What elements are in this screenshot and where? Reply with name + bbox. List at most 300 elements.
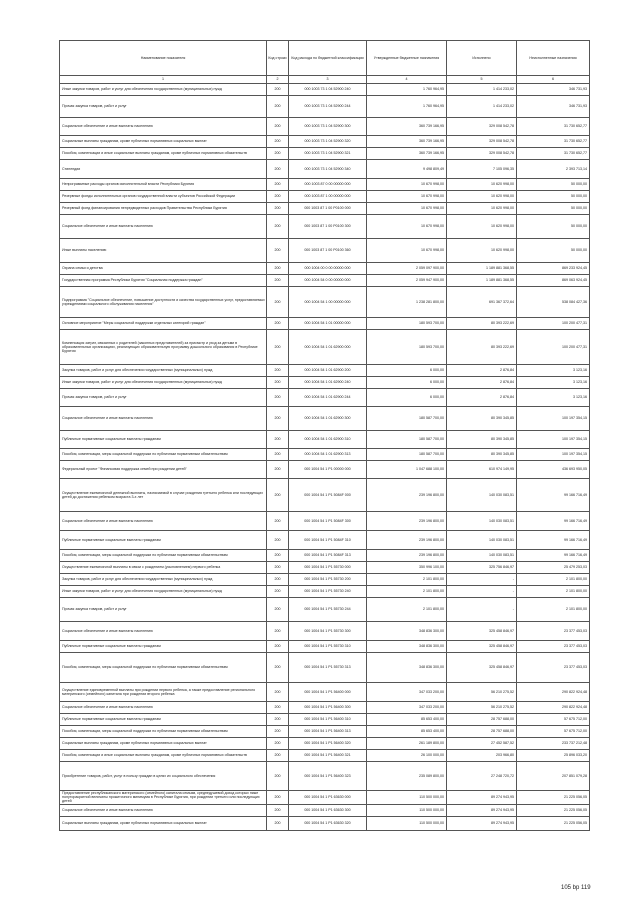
- row-approved: 2 101 800,00: [367, 574, 447, 586]
- row-approved: 180 587 700,00: [367, 407, 447, 431]
- row-unexecuted: 99 166 716,49: [517, 550, 590, 562]
- row-budget-code: 000 1004 54 1 P1 56400 000: [289, 683, 367, 702]
- row-budget-code: 000 1004 54 1 P1 63630 320: [289, 816, 367, 830]
- row-line-code: 200: [267, 148, 289, 160]
- table-row: [60, 550, 590, 562]
- row-budget-code: 000 1004 54 1 P1 55730 240: [289, 586, 367, 598]
- row-name: Пособия, компенсации, меры социальной поддержки по публичным нормативным обязательствам: [60, 449, 267, 461]
- row-executed: 7 105 096,35: [447, 160, 517, 179]
- row-unexecuted: 21 225 056,05: [517, 804, 590, 816]
- row-unexecuted: 100 197 354,15: [517, 449, 590, 461]
- row-line-code: 200: [267, 215, 289, 239]
- row-budget-code: 000 1004 54 1 P1 5084F 300: [289, 512, 367, 531]
- row-line-code: 200: [267, 574, 289, 586]
- row-budget-code: 000 1004 54 1 P1 5084F 310: [289, 531, 367, 550]
- row-name: Публичные нормативные социальные выплаты гражданам: [60, 641, 267, 653]
- row-unexecuted: 346 731,93: [517, 84, 590, 96]
- row-unexecuted: 50 000,00: [517, 215, 590, 239]
- row-unexecuted: 23 377 453,03: [517, 653, 590, 683]
- row-name: Иные выплаты населению: [60, 239, 267, 263]
- row-unexecuted: 3 123,16: [517, 377, 590, 389]
- column-number: 3: [289, 76, 367, 84]
- row-budget-code: 000 1004 00 0 00 00000 000: [289, 263, 367, 275]
- row-approved: 1 760 964,95: [367, 84, 447, 96]
- row-budget-code: 000 1004 54 1 P1 56400 300: [289, 702, 367, 714]
- row-unexecuted: 290 822 924,48: [517, 683, 590, 702]
- row-budget-code: 000 1004 54 1 P1 5084F 000: [289, 479, 367, 512]
- row-executed: 10 620 998,00: [447, 239, 517, 263]
- row-line-code: 200: [267, 714, 289, 726]
- row-budget-code: 000 1003 87 1 00 P0100 360: [289, 239, 367, 263]
- row-name: Социальное обеспечение и иные выплаты населению: [60, 702, 267, 714]
- table-row: [60, 179, 590, 191]
- row-unexecuted: 100 197 354,15: [517, 407, 590, 431]
- row-executed: 140 030 083,51: [447, 512, 517, 531]
- row-unexecuted: 57 675 712,00: [517, 714, 590, 726]
- row-budget-code: 000 1004 54 1 P1 56400 321: [289, 750, 367, 762]
- table-row: [60, 407, 590, 431]
- column-number-row: [60, 76, 590, 84]
- row-unexecuted: 50 000,00: [517, 203, 590, 215]
- table-row: [60, 377, 590, 389]
- table-row: [60, 714, 590, 726]
- header-executed: Исполнено: [447, 41, 517, 76]
- row-unexecuted: 25 479 253,03: [517, 562, 590, 574]
- row-line-code: 200: [267, 118, 289, 136]
- row-line-code: 200: [267, 191, 289, 203]
- row-budget-code: 000 1004 54 1 P1 56400 320: [289, 738, 367, 750]
- row-name: Пособия, компенсации и иные социальные выплаты гражданам, кроме публичных нормативных обязательств: [60, 148, 267, 160]
- row-name: Прочая закупка товаров, работ и услуг: [60, 96, 267, 118]
- row-approved: 2 059 097 900,00: [367, 263, 447, 275]
- row-budget-code: 000 1004 54 1 P1 55730 000: [289, 562, 367, 574]
- row-name: Осуществление ежемесячной денежной выплаты, назначаемой в случае рождения третьего ребенка или последующих детей до достижения ребенком возраста 3-х лет: [60, 479, 267, 512]
- row-name: Компенсация затрат, связанных с родителей (законных представителей) за присмотр и уход за детьми в образовательных организациях, реализующих образовательную программу дошкольного образования в Республике Бурятия: [60, 330, 267, 365]
- row-budget-code: 000 1004 54 1 P1 55730 300: [289, 622, 367, 641]
- row-line-code: 200: [267, 263, 289, 275]
- row-executed: 28 757 688,00: [447, 726, 517, 738]
- table-row: [60, 203, 590, 215]
- row-name: Иные закупки товаров, работ и услуг для обеспечения государственных (муниципальных) нужд: [60, 586, 267, 598]
- row-line-code: 200: [267, 179, 289, 191]
- row-approved: 110 500 000,00: [367, 804, 447, 816]
- row-approved: 10 670 998,00: [367, 215, 447, 239]
- row-executed: 10 620 998,00: [447, 191, 517, 203]
- row-line-code: 200: [267, 96, 289, 118]
- table-row: [60, 479, 590, 512]
- row-unexecuted: 436 693 950,05: [517, 461, 590, 479]
- column-number: 6: [517, 76, 590, 84]
- row-approved: 261 189 800,00: [367, 738, 447, 750]
- row-unexecuted: 869 233 924,45: [517, 263, 590, 275]
- table-row: [60, 738, 590, 750]
- row-executed: -: [447, 598, 517, 622]
- row-approved: 348 836 300,00: [367, 641, 447, 653]
- row-unexecuted: 99 166 716,49: [517, 512, 590, 531]
- row-unexecuted: 31 730 652,77: [517, 148, 590, 160]
- row-unexecuted: 99 166 716,49: [517, 531, 590, 550]
- row-unexecuted: 50 000,00: [517, 179, 590, 191]
- row-approved: 85 653 400,00: [367, 726, 447, 738]
- table-row: [60, 449, 590, 461]
- row-unexecuted: 23 377 453,03: [517, 641, 590, 653]
- row-approved: 26 100 000,00: [367, 750, 447, 762]
- row-line-code: 200: [267, 330, 289, 365]
- row-unexecuted: 57 675 712,00: [517, 726, 590, 738]
- row-approved: 1 760 964,95: [367, 96, 447, 118]
- row-name: Закупка товаров, работ и услуг для обеспечения государственных (муниципальных) нужд: [60, 365, 267, 377]
- row-approved: 347 033 200,00: [367, 702, 447, 714]
- row-budget-code: 000 1003 73 1 04 52900 240: [289, 84, 367, 96]
- row-name: Прочая закупка товаров, работ и услуг: [60, 389, 267, 407]
- row-approved: 2 101 800,00: [367, 598, 447, 622]
- row-name: Прочая закупка товаров, работ и услуг: [60, 598, 267, 622]
- row-budget-code: 000 1004 54 1 P1 56400 310: [289, 714, 367, 726]
- row-budget-code: 000 1004 54 1 P1 00000 000: [289, 461, 367, 479]
- row-name: Пособия, компенсации, меры социальной поддержки по публичным нормативным обязательствам: [60, 653, 267, 683]
- table-row: [60, 531, 590, 550]
- row-line-code: 200: [267, 598, 289, 622]
- row-budget-code: 000 1003 87 1 00 P0100 000: [289, 203, 367, 215]
- row-budget-code: 000 1004 54 1 01 62900 310: [289, 431, 367, 449]
- row-budget-code: 000 1003 87 0 00 00000 000: [289, 179, 367, 191]
- row-budget-code: 000 1004 54 1 01 62900 313: [289, 449, 367, 461]
- row-name: Приобретение товаров, работ, услуг в пользу граждан в целях их социального обеспечения: [60, 762, 267, 791]
- row-name: Пособия, компенсации, меры социальной поддержки по публичным нормативным обязательствам: [60, 550, 267, 562]
- row-approved: 180 587 700,00: [367, 449, 447, 461]
- header-budget-code: Код расхода по бюджетной классификации: [289, 41, 367, 76]
- row-approved: 1 238 281 800,00: [367, 287, 447, 318]
- row-approved: 348 836 300,00: [367, 622, 447, 641]
- row-approved: 6 000,00: [367, 377, 447, 389]
- row-budget-code: 000 1003 87 1 00 00000 000: [289, 191, 367, 203]
- row-executed: 2 876,84: [447, 389, 517, 407]
- row-line-code: 200: [267, 750, 289, 762]
- row-unexecuted: 346 731,93: [517, 96, 590, 118]
- row-line-code: 200: [267, 479, 289, 512]
- row-line-code: 200: [267, 461, 289, 479]
- row-name: Социальные выплаты гражданам, кроме публичных нормативных социальных выплат: [60, 738, 267, 750]
- row-name: Социальные выплаты гражданам, кроме публичных нормативных социальных выплат: [60, 136, 267, 148]
- row-executed: 140 030 083,51: [447, 479, 517, 512]
- table-row: [60, 365, 590, 377]
- row-budget-code: 000 1004 54 1 01 62900 300: [289, 407, 367, 431]
- row-line-code: 200: [267, 531, 289, 550]
- row-unexecuted: 538 084 427,36: [517, 287, 590, 318]
- row-name: Основное мероприятие "Меры социальной поддержки отдельных категорий граждан": [60, 318, 267, 330]
- row-line-code: 200: [267, 641, 289, 653]
- row-unexecuted: 207 851 079,28: [517, 762, 590, 791]
- header-line-code: Код строки: [267, 41, 289, 76]
- table-row: [60, 512, 590, 531]
- row-unexecuted: 50 000,00: [517, 239, 590, 263]
- row-line-code: 200: [267, 318, 289, 330]
- row-unexecuted: 2 101 800,00: [517, 586, 590, 598]
- row-unexecuted: 25 896 033,20: [517, 750, 590, 762]
- row-budget-code: 000 1004 54 1 P1 55730 244: [289, 598, 367, 622]
- table-row: [60, 215, 590, 239]
- row-executed: 27 452 587,52: [447, 738, 517, 750]
- row-line-code: 200: [267, 562, 289, 574]
- row-name: Пособия, компенсации и иные социальные выплаты гражданам, кроме публичных нормативных обязательств: [60, 750, 267, 762]
- row-line-code: 200: [267, 512, 289, 531]
- table-row: [60, 263, 590, 275]
- row-executed: 28 757 688,00: [447, 714, 517, 726]
- table-row: [60, 318, 590, 330]
- row-line-code: 200: [267, 804, 289, 816]
- row-line-code: 200: [267, 653, 289, 683]
- row-line-code: 200: [267, 431, 289, 449]
- header-name: Наименование показателя: [60, 41, 267, 76]
- row-line-code: 200: [267, 683, 289, 702]
- row-line-code: 200: [267, 702, 289, 714]
- row-line-code: 200: [267, 84, 289, 96]
- table-row: [60, 160, 590, 179]
- row-executed: 27 248 720,72: [447, 762, 517, 791]
- row-name: Иные закупки товаров, работ и услуг для обеспечения государственных (муниципальных) нужд: [60, 377, 267, 389]
- row-line-code: 200: [267, 738, 289, 750]
- row-name: Пособия, компенсации, меры социальной поддержки по публичным нормативным обязательствам: [60, 726, 267, 738]
- table-row: [60, 816, 590, 830]
- row-executed: 140 030 083,51: [447, 550, 517, 562]
- row-budget-code: 000 1003 87 1 00 P0100 300: [289, 215, 367, 239]
- row-budget-code: 000 1004 54 1 01 62900 000: [289, 330, 367, 365]
- row-approved: 239 196 800,00: [367, 531, 447, 550]
- table-row: [60, 791, 590, 805]
- row-executed: 10 620 998,00: [447, 203, 517, 215]
- row-executed: 329 008 542,78: [447, 118, 517, 136]
- row-name: Социальное обеспечение и иные выплаты населению: [60, 804, 267, 816]
- column-number: 4: [367, 76, 447, 84]
- row-executed: 56 210 275,52: [447, 702, 517, 714]
- row-executed: 10 620 998,00: [447, 215, 517, 239]
- row-approved: 239 196 800,00: [367, 512, 447, 531]
- row-budget-code: 000 1004 54 1 P1 63630 000: [289, 791, 367, 805]
- row-unexecuted: 3 123,16: [517, 365, 590, 377]
- header-unexecuted: Неисполненные назначения: [517, 41, 590, 76]
- table-row: [60, 641, 590, 653]
- table-header-row: [60, 41, 590, 76]
- row-budget-code: 000 1003 73 1 04 52900 321: [289, 148, 367, 160]
- row-executed: 691 367 372,64: [447, 287, 517, 318]
- row-line-code: 200: [267, 816, 289, 830]
- row-executed: 80 393 222,69: [447, 318, 517, 330]
- row-budget-code: 000 1004 54 1 01 62900 200: [289, 365, 367, 377]
- row-approved: 110 500 000,00: [367, 816, 447, 830]
- table-row: [60, 726, 590, 738]
- row-executed: 89 274 943,95: [447, 804, 517, 816]
- row-executed: 1 414 233,02: [447, 84, 517, 96]
- row-unexecuted: 31 730 652,77: [517, 136, 590, 148]
- row-name: Федеральный проект "Финансовая поддержка семей при рождении детей": [60, 461, 267, 479]
- row-approved: 235 089 800,00: [367, 762, 447, 791]
- row-name: Государственная программа Республики Бурятия "Социальная поддержка граждан": [60, 275, 267, 287]
- table-row: [60, 702, 590, 714]
- table-row: [60, 622, 590, 641]
- budget-execution-table: [59, 40, 590, 831]
- row-executed: 89 274 943,95: [447, 791, 517, 805]
- row-executed: 610 974 149,95: [447, 461, 517, 479]
- row-budget-code: 000 1004 54 1 P1 5084F 313: [289, 550, 367, 562]
- row-name: Резервный фонд финансирования непредвиденных расходов Правительства Республики Бурятия: [60, 203, 267, 215]
- row-executed: 2 876,84: [447, 365, 517, 377]
- row-executed: 140 030 083,51: [447, 531, 517, 550]
- row-approved: 180 587 700,00: [367, 431, 447, 449]
- row-budget-code: 000 1004 54 1 P1 56400 323: [289, 762, 367, 791]
- row-approved: 348 836 300,00: [367, 653, 447, 683]
- row-approved: 10 670 998,00: [367, 239, 447, 263]
- row-name: Резервные фонды исполнительных органов государственной власти субъектов Российской Федерации: [60, 191, 267, 203]
- row-line-code: 200: [267, 365, 289, 377]
- table-row: [60, 96, 590, 118]
- row-budget-code: 000 1003 73 1 04 52900 300: [289, 118, 367, 136]
- row-executed: -: [447, 574, 517, 586]
- row-executed: 325 458 846,97: [447, 641, 517, 653]
- row-approved: 10 670 998,00: [367, 203, 447, 215]
- row-executed: 56 210 275,52: [447, 683, 517, 702]
- table-row: [60, 562, 590, 574]
- row-name: Социальные выплаты гражданам, кроме публичных нормативных социальных выплат: [60, 816, 267, 830]
- table-row: [60, 683, 590, 702]
- row-approved: 85 653 400,00: [367, 714, 447, 726]
- row-line-code: 200: [267, 586, 289, 598]
- row-unexecuted: 100 200 477,31: [517, 330, 590, 365]
- row-unexecuted: 3 123,16: [517, 389, 590, 407]
- row-unexecuted: 21 225 056,05: [517, 791, 590, 805]
- row-line-code: 200: [267, 726, 289, 738]
- row-name: Осуществление единовременной выплаты при рождении первого ребенка, а также предоставление регионального материнского (семейного) капитала при рождении второго ребенка: [60, 683, 267, 702]
- row-name: Непрограммные расходы органов исполнительной власти Республики Бурятия: [60, 179, 267, 191]
- row-line-code: 200: [267, 449, 289, 461]
- row-unexecuted: 290 822 924,48: [517, 702, 590, 714]
- row-line-code: 200: [267, 160, 289, 179]
- row-unexecuted: 31 730 652,77: [517, 118, 590, 136]
- table-row: [60, 239, 590, 263]
- row-name: Охрана семьи и детства: [60, 263, 267, 275]
- row-budget-code: 000 1004 54 1 P1 55730 200: [289, 574, 367, 586]
- row-executed: 329 008 542,78: [447, 148, 517, 160]
- row-unexecuted: 23 377 453,03: [517, 622, 590, 641]
- row-approved: 10 670 998,00: [367, 179, 447, 191]
- page-number: 105 bp 119: [561, 885, 591, 891]
- table-row: [60, 586, 590, 598]
- row-unexecuted: 869 063 924,45: [517, 275, 590, 287]
- row-line-code: 200: [267, 136, 289, 148]
- table-row: [60, 389, 590, 407]
- row-unexecuted: 2 101 800,00: [517, 598, 590, 622]
- row-executed: 329 008 542,78: [447, 136, 517, 148]
- row-executed: 2 876,84: [447, 377, 517, 389]
- row-name: Социальное обеспечение и иные выплаты населению: [60, 118, 267, 136]
- row-name: Публичные нормативные социальные выплаты гражданам: [60, 531, 267, 550]
- row-unexecuted: 2 393 713,14: [517, 160, 590, 179]
- row-line-code: 200: [267, 762, 289, 791]
- table-row: [60, 574, 590, 586]
- row-approved: 6 000,00: [367, 365, 447, 377]
- row-approved: 110 500 000,00: [367, 791, 447, 805]
- row-budget-code: 000 1004 54 1 00 00000 000: [289, 287, 367, 318]
- row-line-code: 200: [267, 239, 289, 263]
- row-budget-code: 000 1004 54 0 00 00000 000: [289, 275, 367, 287]
- row-unexecuted: 21 225 056,05: [517, 816, 590, 830]
- row-executed: 325 458 846,97: [447, 622, 517, 641]
- table-body: [60, 84, 590, 831]
- row-executed: 203 966,80: [447, 750, 517, 762]
- row-name: Предоставление республиканского материнского (семейного) капитала семьям, среднедушевой доход которых ниже полуторакратной величины прожиточного минимума в Республике Бурятия, при рождении третьего или последующих детей: [60, 791, 267, 805]
- table-row: [60, 598, 590, 622]
- row-executed: 80 393 222,69: [447, 330, 517, 365]
- row-line-code: 200: [267, 550, 289, 562]
- row-name: Осуществление ежемесячной выплаты в связи с рождением (усыновлением) первого ребенка: [60, 562, 267, 574]
- row-approved: 180 593 700,00: [367, 330, 447, 365]
- table-row: [60, 118, 590, 136]
- row-approved: 180 593 700,00: [367, 318, 447, 330]
- row-executed: 325 756 846,97: [447, 562, 517, 574]
- row-name: Стипендии: [60, 160, 267, 179]
- row-executed: 1 189 881 368,55: [447, 275, 517, 287]
- table-row: [60, 804, 590, 816]
- row-line-code: 200: [267, 377, 289, 389]
- row-budget-code: 000 1004 54 1 P1 63630 300: [289, 804, 367, 816]
- row-budget-code: 000 1004 54 1 01 00000 000: [289, 318, 367, 330]
- row-budget-code: 000 1003 73 1 04 52900 244: [289, 96, 367, 118]
- row-line-code: 200: [267, 791, 289, 805]
- row-unexecuted: 2 101 800,00: [517, 574, 590, 586]
- row-executed: 10 620 998,00: [447, 179, 517, 191]
- column-number: 1: [60, 76, 267, 84]
- column-number: 5: [447, 76, 517, 84]
- row-approved: 10 670 998,00: [367, 191, 447, 203]
- row-executed: 1 189 881 368,55: [447, 263, 517, 275]
- row-name: Социальное обеспечение и иные выплаты населению: [60, 622, 267, 641]
- table-row: [60, 431, 590, 449]
- row-name: Социальное обеспечение и иные выплаты населению: [60, 407, 267, 431]
- table-row: [60, 191, 590, 203]
- row-approved: 239 196 800,00: [367, 550, 447, 562]
- row-name: Публичные нормативные социальные выплаты гражданам: [60, 714, 267, 726]
- row-line-code: 200: [267, 203, 289, 215]
- row-budget-code: 000 1003 73 1 04 52900 320: [289, 136, 367, 148]
- table-row: [60, 461, 590, 479]
- row-executed: 1 414 233,02: [447, 96, 517, 118]
- row-approved: 1 047 688 100,00: [367, 461, 447, 479]
- row-approved: 9 498 809,49: [367, 160, 447, 179]
- row-unexecuted: 100 200 477,31: [517, 318, 590, 330]
- row-line-code: 200: [267, 287, 289, 318]
- row-executed: 80 390 345,85: [447, 431, 517, 449]
- table-row: [60, 330, 590, 365]
- row-approved: 2 059 947 900,00: [367, 275, 447, 287]
- row-executed: 89 274 943,95: [447, 816, 517, 830]
- row-approved: 360 739 166,95: [367, 148, 447, 160]
- header-approved: Утвержденные бюджетные назначения: [367, 41, 447, 76]
- row-name: Иные закупки товаров, работ и услуг для обеспечения государственных (муниципальных) нужд: [60, 84, 267, 96]
- row-unexecuted: 50 000,00: [517, 191, 590, 203]
- row-executed: 325 458 846,97: [447, 653, 517, 683]
- column-number: 2: [267, 76, 289, 84]
- row-budget-code: 000 1004 54 1 P1 56400 313: [289, 726, 367, 738]
- row-approved: 360 739 166,95: [367, 118, 447, 136]
- row-unexecuted: 233 737 212,48: [517, 738, 590, 750]
- row-unexecuted: 100 197 354,15: [517, 431, 590, 449]
- row-executed: 80 390 345,85: [447, 449, 517, 461]
- table-row: [60, 653, 590, 683]
- row-budget-code: 000 1003 73 1 04 52900 340: [289, 160, 367, 179]
- table-row: [60, 136, 590, 148]
- row-line-code: 200: [267, 622, 289, 641]
- row-executed: -: [447, 586, 517, 598]
- row-name: Подпрограмма "Социальное обеспечение, повышение доступности и качества государственных услуг, предоставляемых учреждениями социального обслуживания населения": [60, 287, 267, 318]
